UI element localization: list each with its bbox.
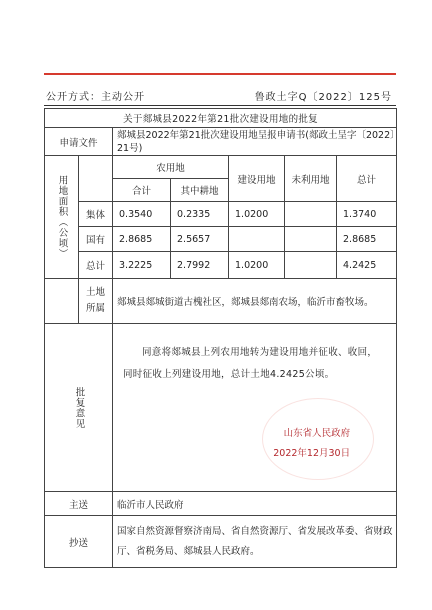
main-send-value: 临沂市人民政府	[113, 492, 397, 516]
document-number: 鲁政土字Q〔2022〕125号	[254, 92, 392, 103]
construction-header: 建设用地	[229, 156, 285, 202]
approval-authority: 山东省人民政府	[283, 428, 351, 439]
farmland-total-cell: 2.8685	[113, 227, 171, 252]
application-label: 申请文件	[45, 128, 113, 156]
approval-text: 同意将郯城县上列农用地转为建设用地并征收、收回，同时征收上列建设用地，总计土地4.2425公顷。	[123, 347, 378, 380]
location-label: 土地所属	[85, 287, 105, 314]
approval-label-cell	[45, 324, 113, 492]
header-divider	[44, 105, 396, 106]
location-value: 郯城县郯城街道古槐社区，郯城县郯南农场，临沂市畜牧场。	[113, 279, 397, 324]
unused-cell	[285, 227, 337, 252]
grand-total-header: 总计	[337, 156, 397, 202]
farmland-total-cell: 0.3540	[113, 202, 171, 227]
official-seal	[262, 398, 374, 480]
farmland-total-header: 合计	[113, 179, 171, 202]
unused-header: 未利用地	[285, 156, 337, 202]
arable-cell: 2.5657	[171, 227, 229, 252]
approval-label: 批复意见	[73, 386, 85, 429]
table-row	[45, 202, 397, 227]
arable-header: 其中耕地	[171, 179, 229, 202]
application-value: 郯城县2022年第21批次建设用地呈报申请书(郯政土呈字〔2022〕21号)	[113, 128, 397, 156]
arable-cell: 0.2335	[171, 202, 229, 227]
area-label: 用地面积（公顷）	[56, 175, 68, 259]
cc-label: 抄送	[45, 516, 113, 568]
grand-total-cell: 2.8685	[337, 227, 397, 252]
approval-table	[44, 108, 397, 568]
area-label-cell	[45, 156, 79, 279]
farmland-header: 农用地	[113, 156, 229, 179]
construction-cell	[229, 227, 285, 252]
table-row	[45, 252, 397, 279]
approval-date: 2022年12月30日	[273, 448, 351, 459]
construction-cell: 1.0200	[229, 202, 285, 227]
farmland-total-cell: 3.2225	[113, 252, 171, 279]
construction-cell: 1.0200	[229, 252, 285, 279]
blank-cell	[45, 279, 79, 324]
unused-cell	[285, 252, 337, 279]
row-label: 总计	[79, 252, 113, 279]
disclosure-method: 公开方式：主动公开	[46, 92, 145, 103]
approval-title: 关于郯城县2022年第21批次建设用地的批复	[45, 109, 397, 128]
grand-total-cell: 4.2425	[337, 252, 397, 279]
location-label-cell	[79, 279, 113, 324]
blank-corner	[79, 156, 113, 202]
row-label: 国有	[79, 227, 113, 252]
arable-cell: 2.7992	[171, 252, 229, 279]
main-send-label: 主送	[45, 492, 113, 516]
grand-total-cell: 1.3740	[337, 202, 397, 227]
cc-value: 国家自然资源督察济南局、省自然资源厅、省发展改革委、省财政厅、省税务局、郯城县人民政府。	[113, 516, 397, 568]
unused-cell	[285, 202, 337, 227]
table-row	[45, 227, 397, 252]
row-label: 集体	[79, 202, 113, 227]
red-header-line	[44, 73, 396, 75]
